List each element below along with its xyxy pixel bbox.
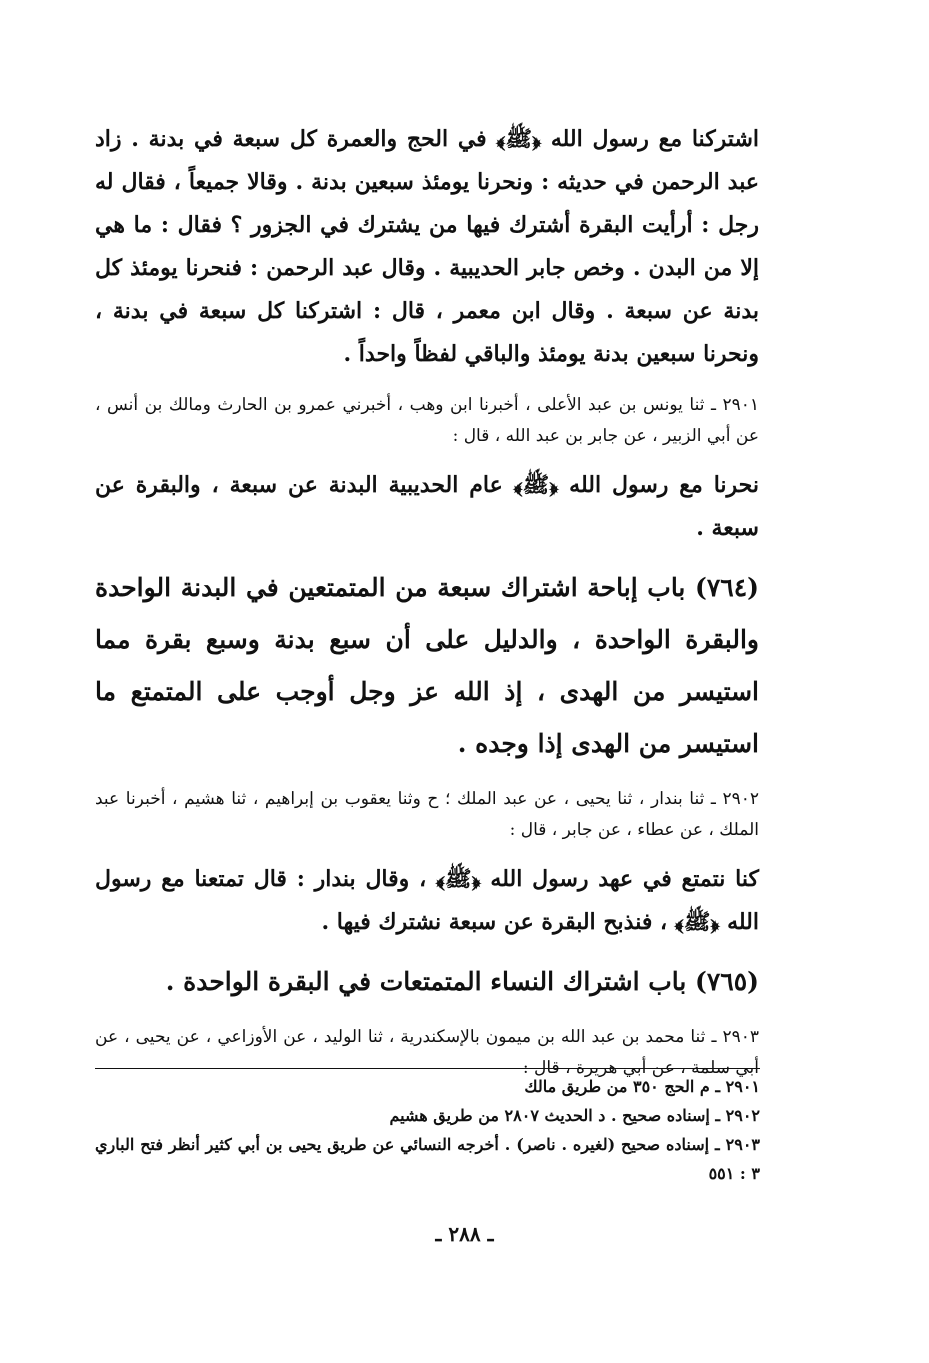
hadith-2901-chain: ٢٩٠١ ـ ثنا يونس بن عبد الأعلى ، أخبرنا ابن وهب ، أخبرني عمرو بن الحارث ومالك بن أنس ، عن أبي الزبير ، عن جابر بن عبد الله ، قال : [95, 395, 759, 446]
footnote-2902: ٢٩٠٢ ـ إسناده صحيح . د الحديث ٢٨٠٧ من طريق هشيم [389, 1106, 760, 1125]
footnote-2901: ٢٩٠١ ـ م الحج ٣٥٠ من طريق مالك [524, 1077, 760, 1096]
hadith-text-paragraph: اشتركنا مع رسول الله ﴿ﷺ﴾ في الحج والعمرة كل سبعة في بدنة . زاد عبد الرحمن في حديثه : ونحرنا يومئذ سبعين بدنة . وقالا جميعاً ، فقال له رجل : أرأيت البقرة أشترك فيها من يشترك في الجزور ؟ فقال : ما هي إلا من البدن . وخص جابر الحديبية . وقال عبد الرحمن : فنحرنا يومئذ كل بدنة عن سبعة . وقال ابن معمر ، قال : اشتركنا كل سبعة في بدنة ، ونحرنا سبعين بدنة يومئذ والباقي لفظاً واحداً . [95, 126, 760, 367]
chapter-765-heading: (٧٦٥) باب اشتراك النساء المتمتعات في البقرة الواحدة . [165, 967, 759, 996]
hadith-2902-chain: ٢٩٠٢ ـ ثنا بندار ، ثنا يحيى ، عن عبد الملك ؛ ح وثنا يعقوب بن إبراهيم ، ثنا هشيم ، أخبرنا عبد الملك ، عن عطاء ، عن جابر ، قال : [95, 789, 759, 840]
footnote-divider [95, 1068, 760, 1069]
hadith-2902-text: كنا نتمتع في عهد رسول الله ﴿ﷺ﴾ ، وقال بندار : قال تمتعنا مع رسول الله ﴿ﷺ﴾ ، فنذبح البقرة عن سبعة نشترك فيها . [95, 866, 759, 935]
chapter-764-heading: (٧٦٤) باب إباحة اشتراك سبعة من المتمتعين في البدنة الواحدة والبقرة الواحدة ، والدليل على أن سبع بدنة وسبع بقرة مما استيسر من الهدى ، إذ الله عز وجل أوجب على المتمتع ما استيسر من الهدى إذا وجده . [95, 573, 759, 758]
page-body [95, 118, 759, 1096]
footnote-2903: ٢٩٠٣ ـ إسناده صحيح (لغيره . ناصر) . أخرجه النسائي عن طريق يحيى بن أبي كثير أنظر فتح الباري ٣ : ٥٥١ [95, 1135, 760, 1183]
footnotes [95, 1072, 760, 1188]
hadith-2903-chain: ٢٩٠٣ ـ ثنا محمد بن عبد الله بن ميمون بالإسكندرية ، ثنا الوليد ، عن الأوزاعي ، عن يحيى ، عن أبي سلمة ، عن أبي هريرة ، قال : [95, 1027, 759, 1078]
page-number: ـ ٢٨٨ ـ [435, 1222, 494, 1246]
hadith-2901-text: نحرنا مع رسول الله ﴿ﷺ﴾ عام الحديبية البدنة عن سبعة ، والبقرة عن سبعة . [95, 472, 759, 541]
